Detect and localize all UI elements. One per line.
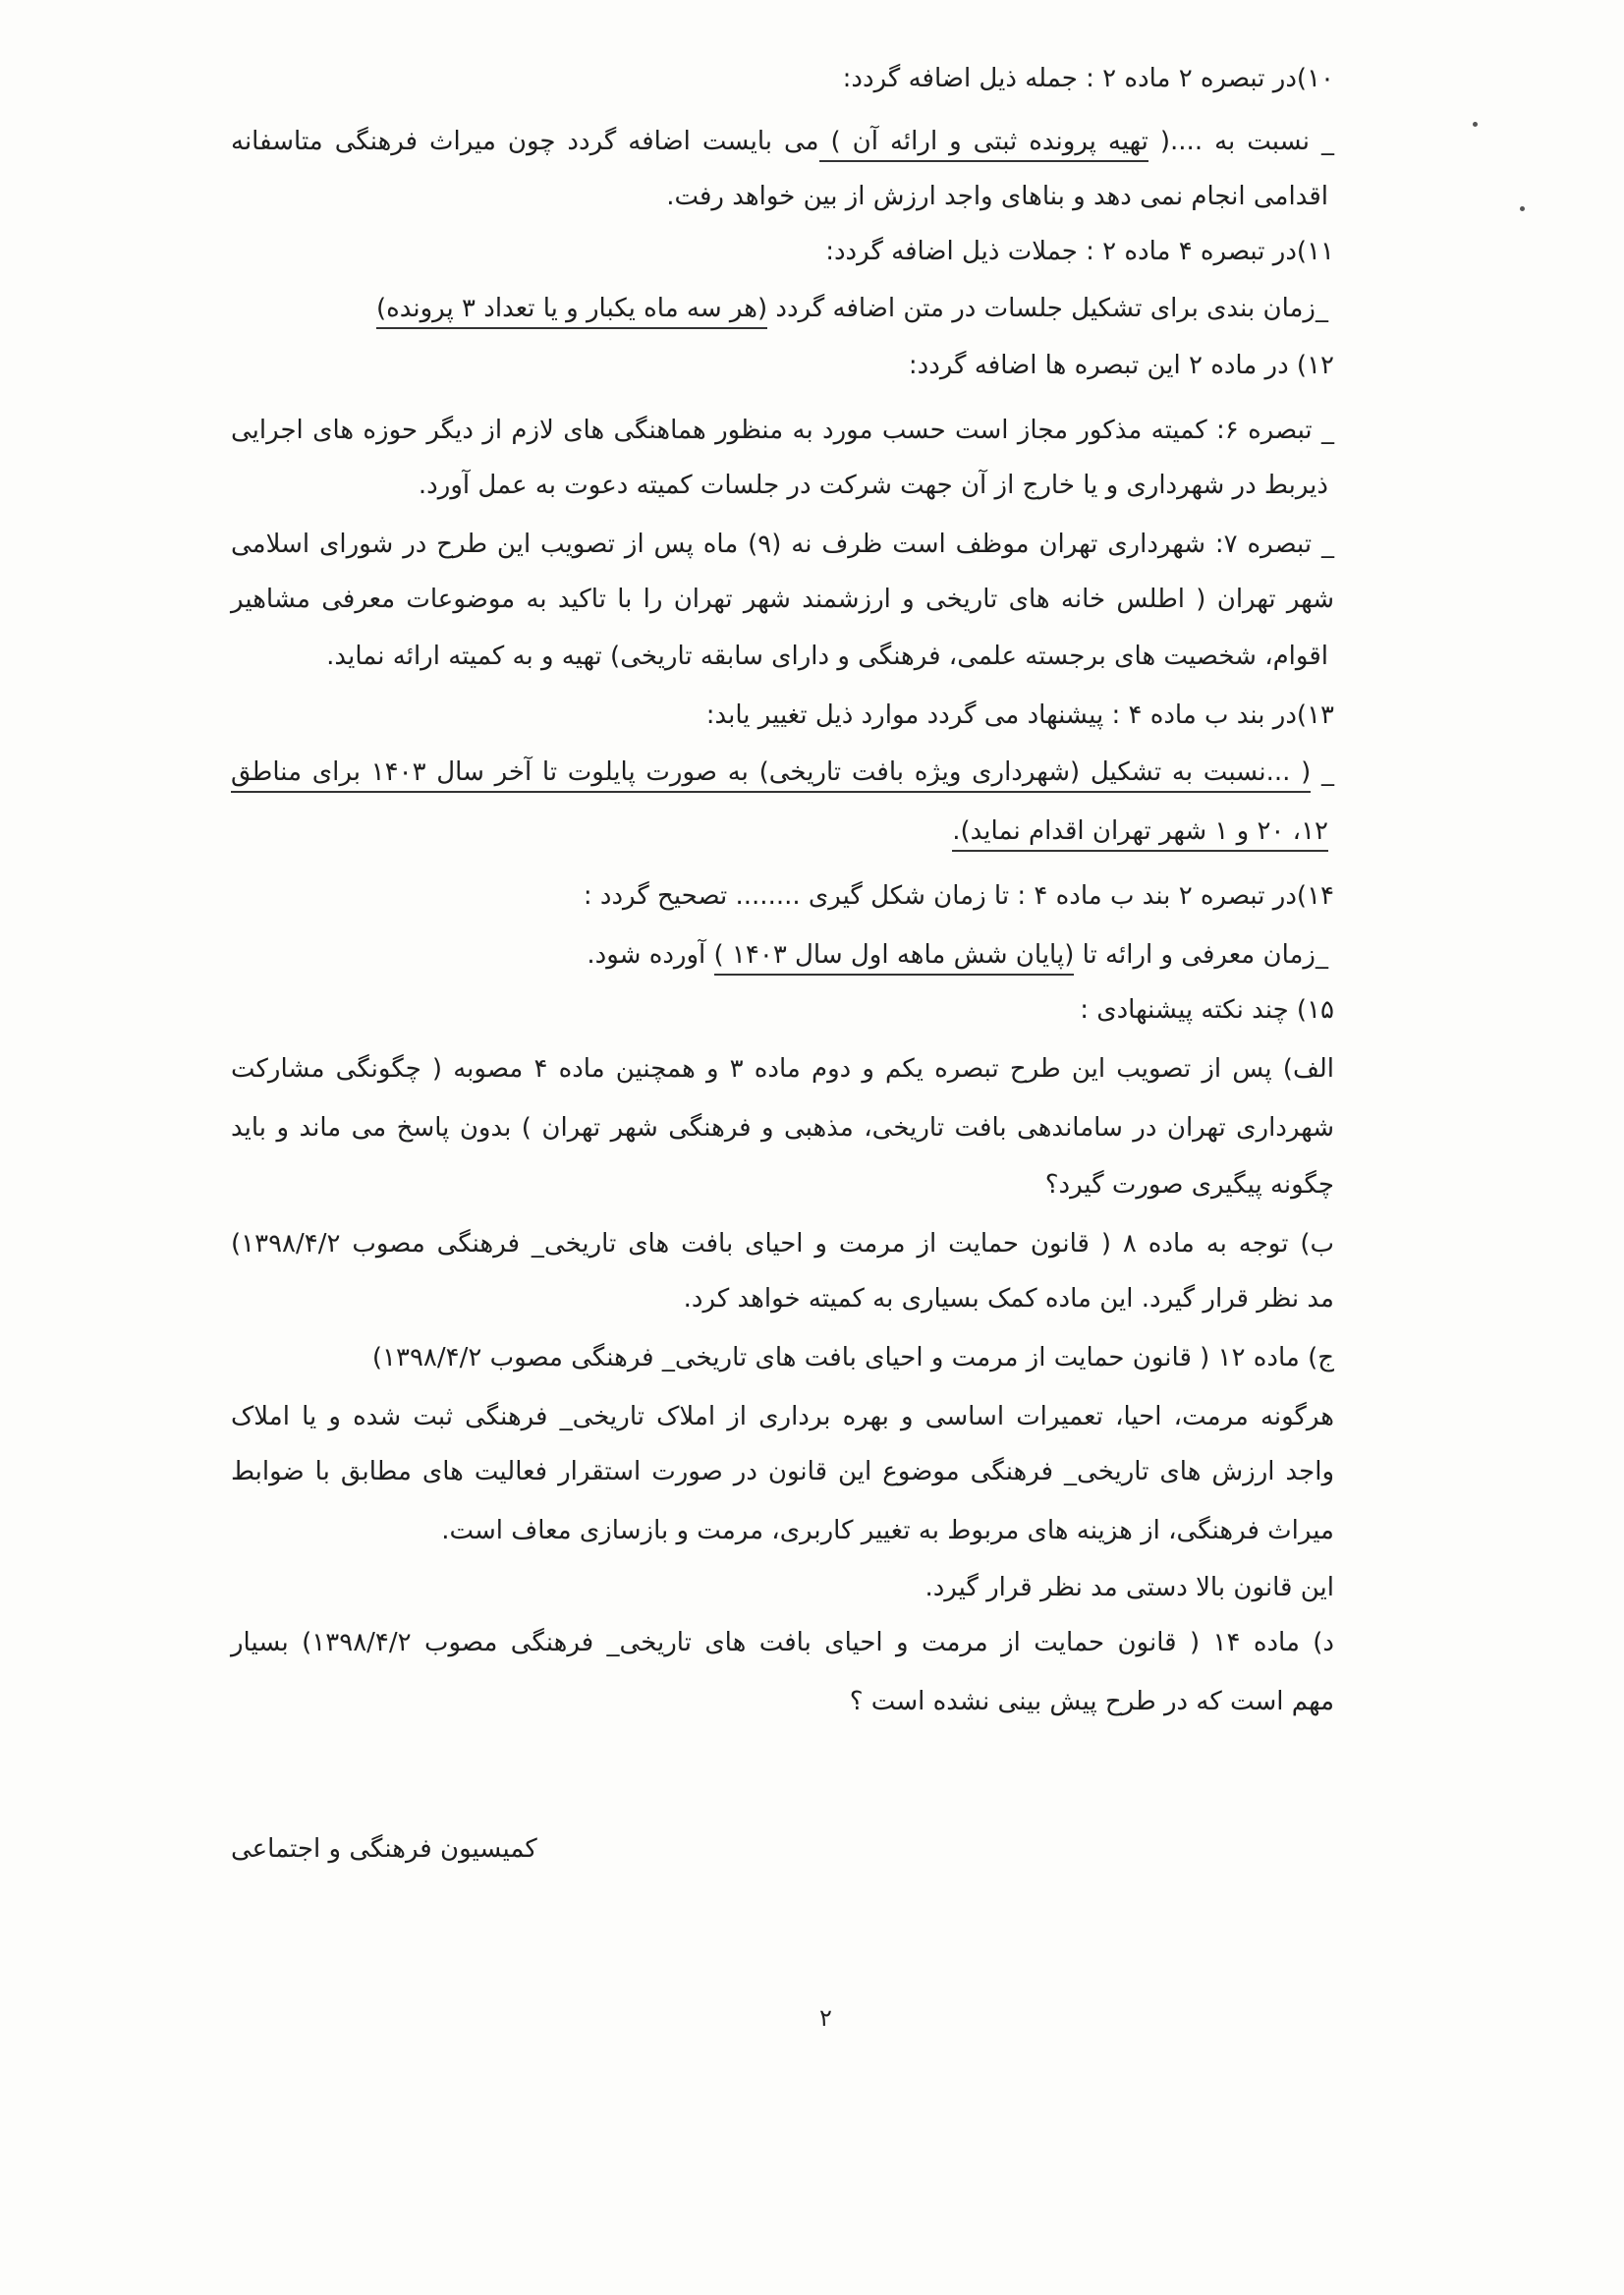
text-line bbox=[231, 1682, 1334, 1721]
text-line bbox=[231, 1279, 1334, 1318]
text-line bbox=[231, 1224, 1334, 1263]
text-segment: ب) توجه به ماده ۸ ( قانون حمایت از مرمت و احیای بافت های تاریخی_ فرهنگی مصوب ۱۳۹۸/۴/۲) bbox=[231, 1229, 1334, 1259]
text-segment: _ نسبت به ....( bbox=[1148, 127, 1335, 156]
scan-speck bbox=[1473, 122, 1478, 127]
text-line bbox=[231, 289, 1328, 328]
text-segment: میراث فرهنگی، از هزینه های مربوط به تغییر کاربری، مرمت و بازسازی معاف است. bbox=[441, 1516, 1334, 1545]
text-line bbox=[231, 232, 1334, 271]
text-segment: _ تبصره ۶: کمیته مذکور مجاز است حسب مورد به منظور هماهنگی های لازم از دیگر حوزه های اجرایی bbox=[231, 416, 1334, 445]
text-segment: ۱۵) چند نکته پیشنهادی : bbox=[1080, 995, 1334, 1025]
underlined-text: تهیه پرونده ثبتی و ارائه آن ) bbox=[819, 127, 1148, 162]
text-line bbox=[231, 580, 1334, 619]
text-line bbox=[231, 1452, 1334, 1491]
text-segment: _زمان بندی برای تشکیل جلسات در متن اضافه گردد bbox=[767, 294, 1328, 323]
signature-committee: کمیسیون فرهنگی و اجتماعی bbox=[231, 1834, 537, 1864]
text-line bbox=[231, 122, 1334, 161]
text-line bbox=[231, 1397, 1334, 1436]
underlined-text: (هر سه ماه یکبار و یا تعداد ۳ پرونده) bbox=[376, 294, 767, 329]
text-segment: ۱۱)در تبصره ۴ ماده ۲ : جملات ذیل اضافه گردد: bbox=[825, 237, 1334, 266]
text-segment: _زمان معرفی و ارائه تا bbox=[1074, 940, 1328, 970]
text-segment: مهم است که در طرح پیش بینی نشده است ؟ bbox=[849, 1687, 1334, 1716]
text-segment: _ تبصره ۷: شهرداری تهران موظف است ظرف نه (۹) ماه پس از تصویب این طرح در شورای اسلامی bbox=[231, 530, 1334, 559]
scan-speck bbox=[1520, 206, 1525, 211]
text-line bbox=[231, 812, 1328, 851]
text-segment: اقوام، شخصیت های برجسته علمی، فرهنگی و دارای سابقه تاریخی) تهیه و به کمیته ارائه نماید. bbox=[326, 642, 1328, 671]
text-line bbox=[231, 411, 1334, 450]
text-line bbox=[231, 1165, 1334, 1204]
text-segment: الف) پس از تصویب این طرح تبصره یکم و دوم ماده ۳ و همچنین ماده ۴ مصوبه ( چگونگی مشارکت bbox=[231, 1054, 1335, 1084]
text-segment: می بایست اضافه گردد چون میراث فرهنگی متاسفانه bbox=[231, 127, 819, 156]
text-line bbox=[231, 637, 1328, 676]
text-line bbox=[231, 1623, 1334, 1662]
underlined-text: ۱۲، ۲۰ و ۱ شهر تهران اقدام نماید). bbox=[952, 816, 1328, 852]
text-segment: مد نظر قرار گیرد. این ماده کمک بسیاری به کمیته خواهد کرد. bbox=[683, 1284, 1334, 1314]
text-line bbox=[231, 990, 1334, 1030]
text-segment: ج) ماده ۱۲ ( قانون حمایت از مرمت و احیای بافت های تاریخی_ فرهنگی مصوب ۱۳۹۸/۴/۲) bbox=[371, 1343, 1334, 1372]
text-segment: ۱۳)در بند ب ماده ۴ : پیشنهاد می گردد موارد ذیل تغییر یابد: bbox=[705, 700, 1334, 730]
text-segment: اقدامی انجام نمی دهد و بناهای واجد ارزش از بین خواهد رفت. bbox=[666, 182, 1328, 211]
text-line bbox=[231, 1338, 1334, 1377]
text-segment: د) ماده ۱۴ ( قانون حمایت از مرمت و احیای بافت های تاریخی_ فرهنگی مصوب ۱۳۹۸/۴/۲) بسیار bbox=[231, 1628, 1334, 1657]
text-line bbox=[231, 1049, 1334, 1089]
text-line bbox=[231, 1108, 1334, 1148]
text-segment: ۱۴)در تبصره ۲ بند ب ماده ۴ : تا زمان شکل گیری ........ تصحیح گردد : bbox=[583, 881, 1334, 911]
text-line bbox=[231, 1568, 1334, 1607]
text-line bbox=[231, 753, 1334, 792]
text-line bbox=[231, 525, 1334, 564]
text-segment: چگونه پیگیری صورت گیرد؟ bbox=[1044, 1170, 1334, 1200]
text-line bbox=[231, 876, 1334, 916]
text-segment: ذیربط در شهرداری و یا خارج از آن جهت شرکت در جلسات کمیته دعوت به عمل آورد. bbox=[418, 471, 1328, 500]
text-segment: شهر تهران ( اطلس خانه های تاریخی و ارزشمند شهر تهران را با تاکید به موضوعات معرفی مشاهیر bbox=[231, 585, 1334, 614]
text-segment: این قانون بالا دستی مد نظر قرار گیرد. bbox=[924, 1573, 1334, 1602]
text-segment: _ bbox=[1311, 757, 1335, 787]
page-number: ۲ bbox=[819, 2004, 832, 2032]
text-line bbox=[231, 346, 1334, 385]
text-line bbox=[231, 466, 1328, 505]
text-line bbox=[231, 696, 1334, 735]
text-segment: ۱۰)در تبصره ۲ ماده ۲ : جمله ذیل اضافه گردد: bbox=[842, 64, 1334, 93]
text-segment: واجد ارزش های تاریخی_ فرهنگی موضوع این قانون در صورت استقرار فعالیت های مطابق با ضوابط bbox=[231, 1457, 1334, 1486]
text-segment: شهرداری تهران در ساماندهی بافت تاریخی، مذهبی و فرهنگی شهر تهران ) بدون پاسخ می ماند و باید bbox=[231, 1113, 1334, 1143]
text-line bbox=[231, 1511, 1334, 1550]
text-segment: آورده شود. bbox=[587, 940, 714, 970]
underlined-text: ( ...نسبت به تشکیل (شهرداری ویژه بافت تاریخی) به صورت پایلوت تا آخر سال ۱۴۰۳ برای مناطق bbox=[231, 757, 1311, 793]
text-segment: ۱۲) در ماده ۲ این تبصره ها اضافه گردد: bbox=[908, 351, 1334, 380]
text-line bbox=[231, 59, 1334, 98]
text-line bbox=[231, 177, 1328, 216]
underlined-text: (پایان شش ماهه اول سال ۱۴۰۳ ) bbox=[714, 940, 1075, 976]
text-line bbox=[231, 935, 1328, 975]
text-segment: هرگونه مرمت، احیا، تعمیرات اساسی و بهره برداری از املاک تاریخی_ فرهنگی ثبت شده و یا املاک bbox=[231, 1402, 1334, 1431]
